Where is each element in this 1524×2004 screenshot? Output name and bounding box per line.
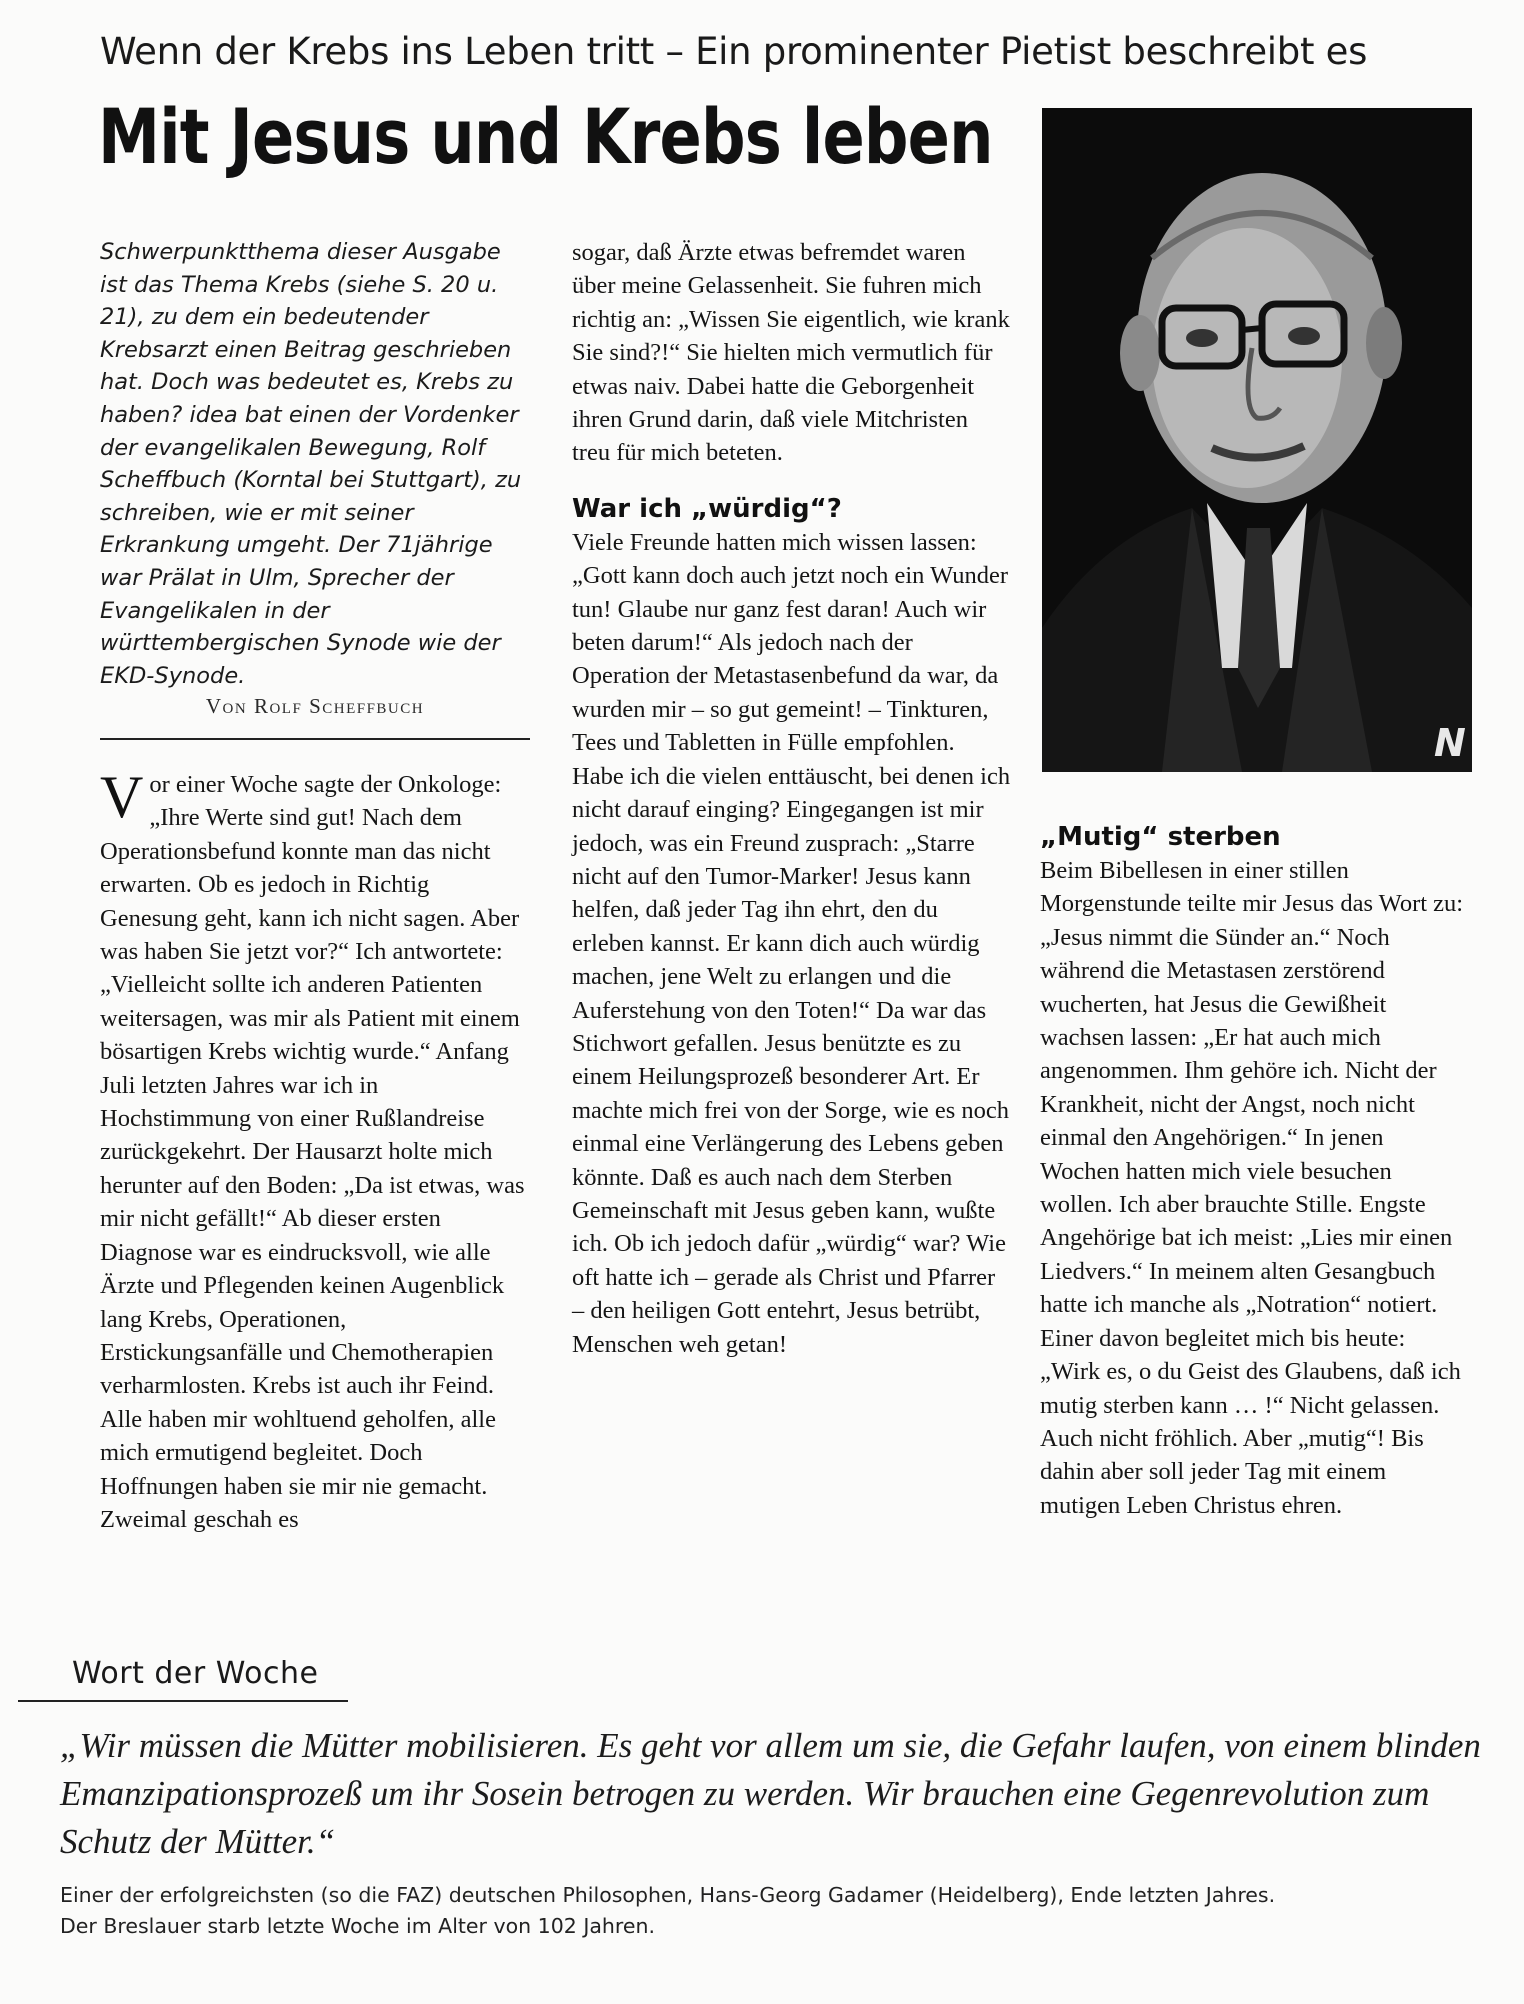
article-kicker: Wenn der Krebs ins Leben tritt – Ein prominenter Pietist beschreibt es (100, 30, 1368, 73)
author-photo (1042, 108, 1472, 772)
article-lead (100, 236, 530, 692)
word-of-week-label: Wort der Woche (72, 1656, 319, 1691)
dropcap: V (100, 764, 144, 830)
attribution-line-2: Der Breslauer starb letzte Woche im Alter von 102 Jahren. (60, 1914, 656, 1938)
body-text-col2a: sogar, daß Ärzte etwas befremdet waren über meine Gelassenheit. Sie fuhren mich richtig an: „Wissen Sie eigentlich, wie krank Sie sind?!“ Sie hielten mich vermutlich für etwas naiv. Dabei hatte die Geborgenheit ihren Grund darin, daß viele Mitchristen treu für mich beteten. (572, 239, 1010, 467)
article-headline: Mit Jesus und Krebs leben (98, 92, 993, 181)
body-column-2 (572, 236, 1012, 1361)
quote-text: „Wir müssen die Mütter mobilisieren. Es geht vor allem um sie, die Gefahr laufen, von einem blinden Emanzipationsprozeß um ihr Sosein betrogen zu werden. Wir brauchen eine Gegenrevolution zum Schutz der Mütter.“ (60, 1726, 1481, 1861)
body-column-1 (100, 764, 532, 1536)
body-text-col2b: Viele Freunde hatten mich wissen lassen: „Gott kann doch auch jetzt noch ein Wunder tun! Glaube nur ganz fest daran! Auch wir beten darum!“ Als jedoch nach der Operation der Metastasenbefund da war, da wurden mir – so gut gemeint! – Tinkturen, Tees und Tabletten in Fülle empfohlen. Habe ich die vielen enttäuscht, bei denen ich nicht darauf einging? Eingegangen ist mir jedoch, was ein Freund zusprach: „Starre nicht auf den Tumor-Marker! Jesus kann helfen, daß jeder Tag ihn ehrt, den du erleben kannst. Er kann dich auch würdig machen, jene Welt zu erlangen und die Auferstehung von den Toten!“ Da war das Stichwort gefallen. Jesus benützte es zu einem Heilungsprozeß besonderer Art. Er machte mich frei von der Sorge, wie es noch einmal eine Verlängerung des Lebens geben könnte. Daß es auch nach dem Sterben Gemeinschaft mit Jesus geben kann, wußte ich. Ob ich jedoch dafür „würdig“ war? Wie oft hatte ich – gerade als Christ und Pfarrer – den heiligen Gott entehrt, Jesus betrübt, Menschen weh getan! (572, 528, 1011, 1358)
word-of-week-attribution (60, 1880, 1500, 1942)
subhead-mutig: „Mutig“ sterben (1040, 822, 1281, 852)
article-byline: Von Rolf Scheffbuch (205, 694, 425, 718)
lead-text: Schwerpunktthema dieser Ausgabe ist das Thema Krebs (siehe S. 20 u. 21), zu dem ein bedeutender Krebsarzt einen Beitrag geschrieben hat. Doch was bedeutet es, Krebs zu haben? idea bat einen der Vordenker der evangelikalen Bewegung, Rolf Scheffbuch (Korntal bei Stuttgart), zu schreiben, wie er mit seiner Erkrankung umgeht. Der 71jährige war Prälat in Ulm, Sprecher der Evangelikalen in der württembergischen Synode wie der EKD-Synode. (100, 239, 522, 689)
attribution-line-1: Einer der erfolgreichsten (so die FAZ) deutschen Philosophen, Hans-Georg Gadamer (Heidelberg), Ende letzten Jahres. (60, 1883, 1276, 1907)
body-text-col3: Beim Bibellesen in einer stillen Morgenstunde teilte mir Jesus das Wort zu: „Jesus nimmt die Sünder an.“ Noch während die Metastasen zerstörend wucherten, hat Jesus die Gewißheit wachsen lassen: „Er hat auch mich angenommen. Ihm gehöre ich. Nicht der Krankheit, nicht der Angst, noch nicht einmal den Angehörigen.“ In jenen Wochen hatten mich viele besuchen wollen. Ich aber brauchte Stille. Engste Angehörige bat ich meist: „Lies mir einen Liedvers.“ In meinem alten Gesangbuch hatte ich manche als „Notration“ notiert. Einer davon begleitet mich bis heute: „Wirk es, o du Geist des Glaubens, daß ich mutig sterben kann … !“ Nicht gelassen. Auch nicht fröhlich. Aber „mutig“! Bis dahin aber soll jeder Tag mit einem mutigen Leben Christus ehren. (1040, 857, 1464, 1519)
subhead-wuerdig: War ich „würdig“? (572, 493, 842, 524)
byline-rule (100, 738, 530, 740)
body-text-col1: or einer Woche sagte der Onkologe: „Ihre Werte sind gut! Nach dem Operationsbefund konnte man das nicht erwarten. Ob es jedoch in Richtig Genesung geht, kann ich nicht sagen. Aber was haben Sie jetzt vor?“ Ich antwortete: „Vielleicht sollte ich anderen Patienten weitersagen, was mir als Patient mit einem bösartigen Krebs wichtig wurde.“ Anfang Juli letzten Jahres war ich in Hochstimmung von einer Rußlandreise zurückgekehrt. Der Hausarzt holte mich herunter auf den Boden: „Da ist etwas, was mir nicht gefällt!“ Ab dieser ersten Diagnose war es eindrucksvoll, wie alle Ärzte und Pflegenden keinen Augenblick lang Krebs, Operationen, Erstickungsanfälle und Chemotherapien verharmlosten. Krebs ist auch ihr Feind. Alle haben mir wohltuend geholfen, alle mich ermutigend begleitet. Doch Hoffnungen haben sie mir nie gemacht. Zweimal geschah es (100, 771, 525, 1533)
word-of-week-quote (60, 1722, 1500, 1866)
portrait-image (1042, 108, 1472, 772)
body-column-3 (1040, 820, 1468, 1522)
photo-mark: N (1434, 721, 1466, 765)
word-of-week-rule (18, 1700, 348, 1702)
